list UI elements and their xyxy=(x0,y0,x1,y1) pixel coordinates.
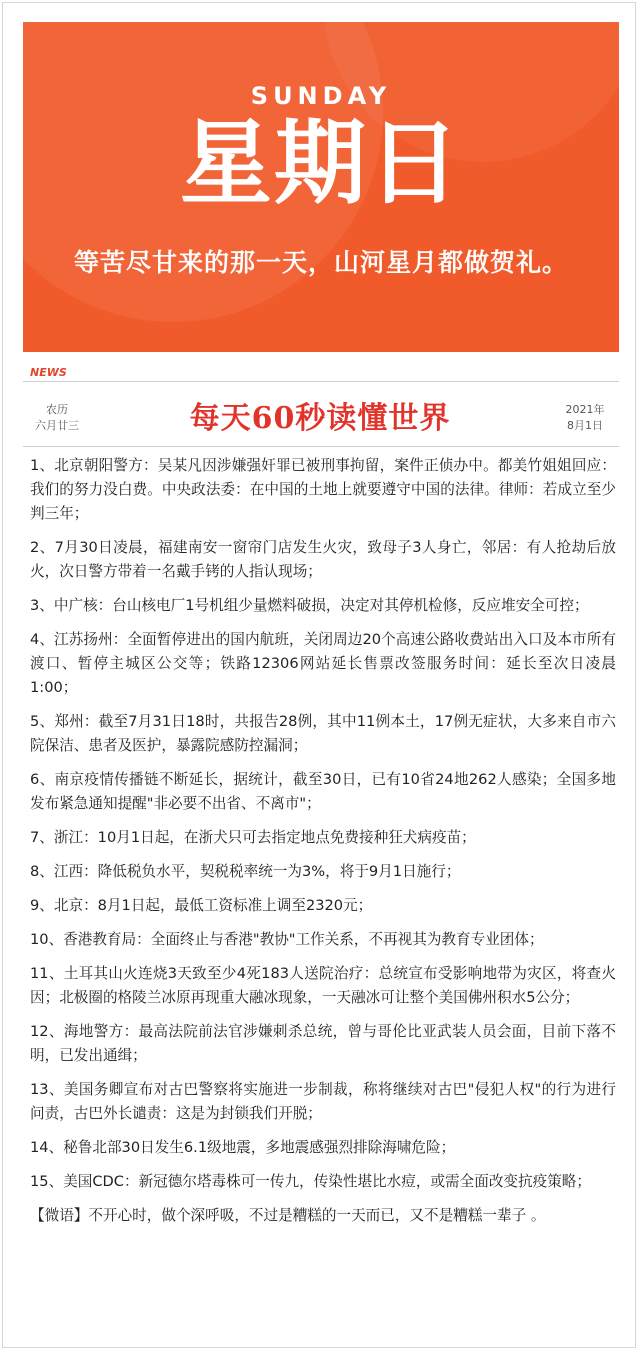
news-item: 11、土耳其山火连烧3天致至少4死183人送院治疗：总统宣布受影响地带为灾区，将查火因；北极圈的格陵兰冰原再现重大融冰现象，一天融冰可让整个美国佛州积水5公分； xyxy=(30,965,616,1006)
news-item: 13、美国务卿宣布对古巴警察将实施进一步制裁，称将继续对古巴"侵犯人权"的行为进行问责，古巴外长谴责：这是为封锁我们开脱； xyxy=(30,1081,616,1122)
banner-slogan: 等苦尽甘来的那一天，山河星月都做贺礼。 xyxy=(73,248,568,277)
weekday-banner xyxy=(23,22,619,352)
news-list xyxy=(30,454,616,1228)
news-item: 2、7月30日凌晨，福建南安一窗帘门店发生火灾，致母子3人身亡，邻居：有人抢劫后放火，次日警方带着一名戴手铐的人指认现场； xyxy=(30,539,616,580)
news-item: 15、美国CDC：新冠德尔塔毒株可一传九，传染性堪比水痘，或需全面改变抗疫策略； xyxy=(30,1173,591,1190)
date-year: 2021年 xyxy=(565,403,605,416)
divider xyxy=(23,381,619,382)
news-item: 9、北京：8月1日起，最低工资标准上调至2320元； xyxy=(30,897,373,914)
divider xyxy=(23,446,619,447)
weekday-chinese: 星期日 xyxy=(179,109,462,217)
quote-of-the-day: 【微语】不开心时，做个深呼吸，不过是糟糕的一天而已，又不是糟糕一辈子 。 xyxy=(30,1207,546,1224)
news-item: 1、北京朝阳警方：吴某凡因涉嫌强奸罪已被刑事拘留，案件正侦办中。都美竹姐姐回应：我们的努力没白费。中央政法委：在中国的土地上就要遵守中国的法律。律师：若成立至少判三年； xyxy=(30,457,616,522)
news-item: 12、海地警方：最高法院前法官涉嫌刺杀总统，曾与哥伦比亚武装人员会面，目前下落不明，已发出通缉； xyxy=(30,1023,616,1064)
news-item: 4、江苏扬州：全面暂停进出的国内航班，关闭周边20个高速公路收费站出入口及本市所有渡口、暂停主城区公交等；铁路12306网站延长售票改签服务时间：延长至次日凌晨1:00； xyxy=(30,631,616,696)
news-item: 7、浙江：10月1日起，在浙犬只可去指定地点免费接种狂犬病疫苗； xyxy=(30,829,476,846)
news-tag: NEWS xyxy=(30,366,67,379)
weekday-english: SUNDAY xyxy=(250,82,392,110)
news-item: 10、香港教育局：全面终止与香港"教协"工作关系，不再视其为教育专业团体； xyxy=(30,931,544,948)
page-title: 每天60秒读懂世界 xyxy=(189,401,451,436)
news-item: 6、南京疫情传播链不断延长，据统计，截至30日，已有10省24地262人感染；全国多地发布紧急通知提醒"非必要不出省、不离市"； xyxy=(30,771,616,812)
lunar-day: 六月廿三 xyxy=(35,419,79,432)
news-item: 8、江西：降低税负水平，契税税率统一为3%，将于9月1日施行； xyxy=(30,863,461,880)
date-day: 8月1日 xyxy=(567,419,603,432)
lunar-label: 农历 xyxy=(46,403,68,416)
news-item: 14、秘鲁北部30日发生6.1级地震，多地震感强烈排除海啸危险； xyxy=(30,1139,456,1156)
news-item: 5、郑州：截至7月31日18时，共报告28例，其中11例本土，17例无症状，大多来自市六院保洁、患者及医护，暴露院感防控漏洞； xyxy=(30,713,616,754)
news-item: 3、中广核：台山核电厂1号机组少量燃料破损，决定对其停机检修，反应堆安全可控； xyxy=(30,597,589,614)
gregorian-date xyxy=(555,402,615,434)
